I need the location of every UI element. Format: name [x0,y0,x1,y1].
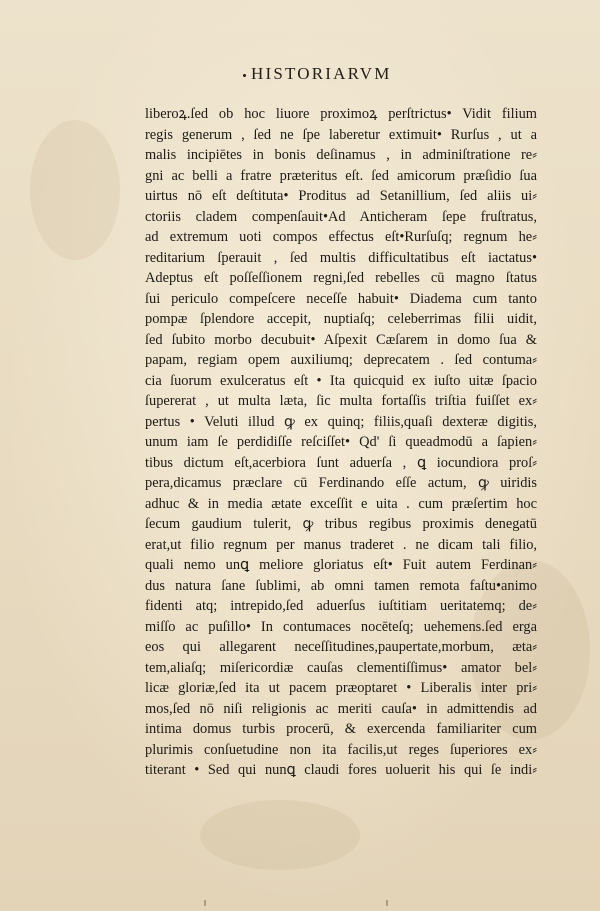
text-line: cia ſuorum exulceratus eſt • Ita quicquid ex iuſto uitæ ſpacio [145,372,537,389]
text-line: quali nemo unꝗ meliore gloriatus eſt• Fuit autem Ferdinan⸗ [145,557,537,573]
text-line: dus natura ſane ſublimi, ab omni tamen remota faſtu•animo [145,577,537,594]
text-line: pertus • Veluti illud ꝙ ex quinq; filiis,quaſi dexteræ digitis, [145,413,537,430]
text-line: ſecum gaudium tulerit, ꝙ tribus regibus proximis denegatū [145,516,537,532]
text-line: liberoꝝ.ſed ob hoc liuore proximoꝝ perſtrictus• Vidit filium [145,106,537,122]
binding-mark [386,900,388,906]
text-line: pompæ ſplendore accepit, nuptiaſq; celeberrimas filii uidit, [145,311,537,327]
text-line: pera,dicamus præclare cū Ferdinando eſſe actum, ꝙ uiridis [145,475,537,491]
text-line: licæ gloriæ,ſed ita ut pacem præoptaret • Liberalis inter pri⸗ [145,680,537,696]
text-line: reditarium ſperauit , ſed multis difficultatibus eſt iactatus• [145,249,537,266]
text-line: eos qui allegarent neceſſitudines,paupertate,morbum, æta⸗ [145,639,537,655]
text-line: uirtus nō eſt deſtituta• Proditus ad Setanillium, ſed aliis ui⸗ [145,188,537,204]
text-line: malis incipiētes in bonis deſinamus , in adminiſtratione re⸗ [145,147,537,163]
text-line: adhuc & in media ætate exceſſit e uita . cum præſertim hoc [145,495,537,512]
text-line: papam, regiam opem auxiliumq; deprecatem . ſed contuma⸗ [145,352,537,368]
text-line: plurimis conſuetudine non ita facilis,ut reges ſuperiores ex⸗ [145,741,537,758]
text-line: gni ac belli a fratre præteritus eſt. ſed amicorum præſidio ſua [145,167,537,184]
text-line: fidenti atq; intrepido,ſed aduerſus iuſtitiam ueritatemq; de⸗ [145,598,537,614]
binding-mark [204,900,206,906]
text-line: ſupererat , ut multa læta, ſic multa fortaſſis triſtia fuiſſet ex⸗ [145,393,537,409]
text-line: titerant • Sed qui nunꝗ claudi fores uoluerit his qui ſe indi⸗ [145,762,537,778]
text-line: erat,ut filio regnum per manus traderet . ne dicam tali filio, [145,536,537,553]
text-line: regis generum , ſed ne ſpe laberetur extimuit• Rurſus , ut a [145,126,537,143]
header-dot [243,74,246,77]
paper-stain [30,120,120,260]
text-line: ſui periculo compeſcere neceſſe habuit• Diadema cum tanto [145,290,537,307]
text-line: tem,aliaſq; miſericordiæ cauſas clementiſſimus• amator bel⸗ [145,659,537,676]
text-line: intima domus turbis procerū, & exercenda familiariter cum [145,721,537,737]
text-line: ctoriis cladem compenſauit•Ad Anticheram ſepe fruſtratus, [145,208,537,225]
text-line: ſed ſubito morbo decubuit• Aſpexit Cæſarem in domo ſua & [145,331,537,348]
text-line: miſſo ac puſillo• In contumaces nocēteſq; uehemens.ſed erga [145,618,537,635]
text-line: ad extremum uoti compos effectus eſt•Rurſuſq; regnum he⸗ [145,229,537,245]
text-line: mos,ſed nō niſi religionis ac meriti cauſa• in admittendis ad [145,700,537,717]
text-line: unum iam ſe perdidiſſe reſciſſet• Qd' ſi queadmodū a ſapien⸗ [145,434,537,450]
text-line: tibus dictum eſt,acerbiora ſunt aduerſa , ꝗ iocundiora proſ⸗ [145,454,537,471]
body-text [145,104,537,781]
text-line: Adeptus eſt poſſeſſionem regni,ſed rebelles cū magno ſtatus [145,270,537,286]
paper-stain [200,800,360,870]
running-head: HISTORIARVM [243,64,392,84]
